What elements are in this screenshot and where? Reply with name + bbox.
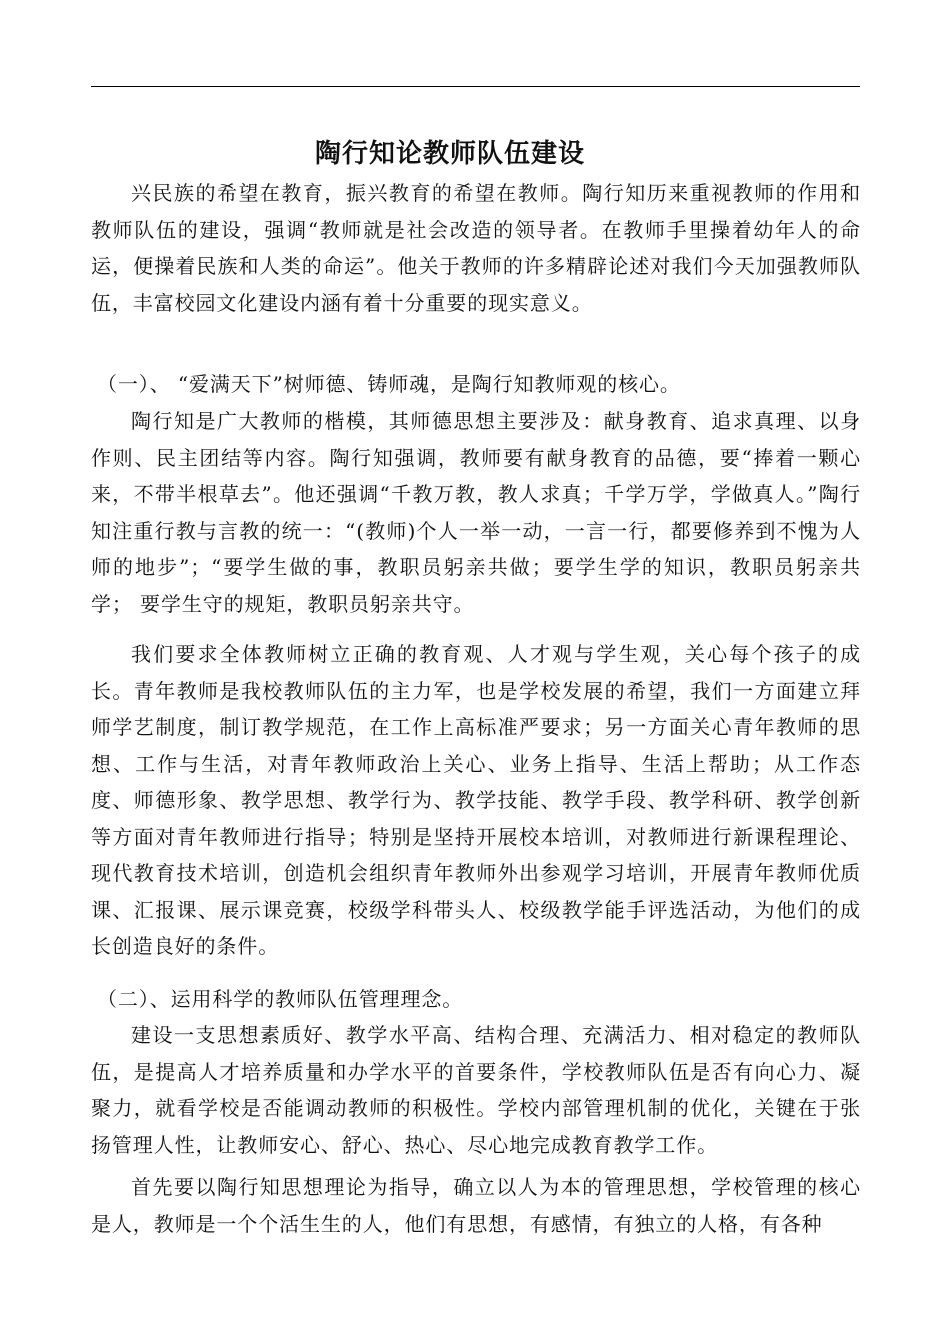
section-1-paragraph-2: 我们要求全体教师树立正确的教育观、人才观与学生观，关心每个孩子的成长。青年教师是我校教师队伍的主力军，也是学校发展的希望，我们一方面建立拜师学艺制度，制订教学规范，在工作上高标准严要求；另一方面关心青年教师的思想、工作与生活，对青年教师政治上关心、业务上指导、生活上帮助；从工作态度、师德形象、教学思想、教学行为、教学技能、教学手段、教学科研、教学创新等方面对青年教师进行指导；特别是坚持开展校本培训，对教师进行新课程理论、现代教育技术培训，创造机会组织青年教师外出参观学习培训，开展青年教师优质课、汇报课、展示课竞赛，校级学科带头人、校级教学能手评选活动，为他们的成长创造良好的条件。 [91,642,861,958]
section-2-heading: （二）、运用科学的教师队伍管理理念。 [97,987,464,1011]
section-1-paragraph-1-block [91,403,861,622]
section-2-paragraph-2: 首先要以陶行知思想理论为指导，确立以人为本的管理思想，学校管理的核心是人，教师是一个个活生生的人，他们有思想，有感情，有独立的人格，有各种 [91,1175,861,1236]
section-2-paragraph-2-block [91,1169,861,1242]
intro-paragraph: 兴民族的希望在教育，振兴教育的希望在教师。陶行知历来重视教师的作用和教师队伍的建设，强调“教师就是社会改造的领导者。在教师手里操着幼年人的命运，便操着民族和人类的命运”。他关于教师的许多精辟论述对我们今天加强教师队伍，丰富校园文化建设内涵有着十分重要的现实意义。 [91,181,861,315]
section-1-heading-block [91,366,861,403]
section-2-paragraph-1-block [91,1017,861,1163]
header-rule [91,86,860,87]
section-1-heading: （一）、 “爱满天下”树师德、铸师魂，是陶行知教师观的核心。 [97,372,681,396]
section-1-paragraph-2-block [91,636,861,965]
document-title: 陶行知论教师队伍建设 [314,139,585,169]
section-2-paragraph-1: 建设一支思想素质好、教学水平高、结构合理、充满活力、相对稳定的教师队伍，是提高人才培养质量和办学水平的首要条件，学校教师队伍是否有向心力、凝聚力，就看学校是否能调动教师的积极性。学校内部管理机制的优化，关键在于张扬管理人性，让教师安心、舒心、热心、尽心地完成教育教学工作。 [91,1023,861,1157]
section-1-paragraph-1: 陶行知是广大教师的楷模，其师德思想主要涉及：献身教育、追求真理、以身作则、民主团结等内容。陶行知强调，教师要有献身教育的品德，要“捧着一颗心来，不带半根草去”。他还强调“千教万教，教人求真；千学万学，学做真人。”陶行知注重行教与言教的统一：“(教师)个人一举一动，一言一行，都要修养到不愧为人师的地步”；“要学生做的事，教职员躬亲共做；要学生学的知识，教职员躬亲共学； 要学生守的规矩，教职员躬亲共守。 [91,409,861,616]
intro-block [91,175,861,321]
section-2-heading-block [91,981,861,1018]
